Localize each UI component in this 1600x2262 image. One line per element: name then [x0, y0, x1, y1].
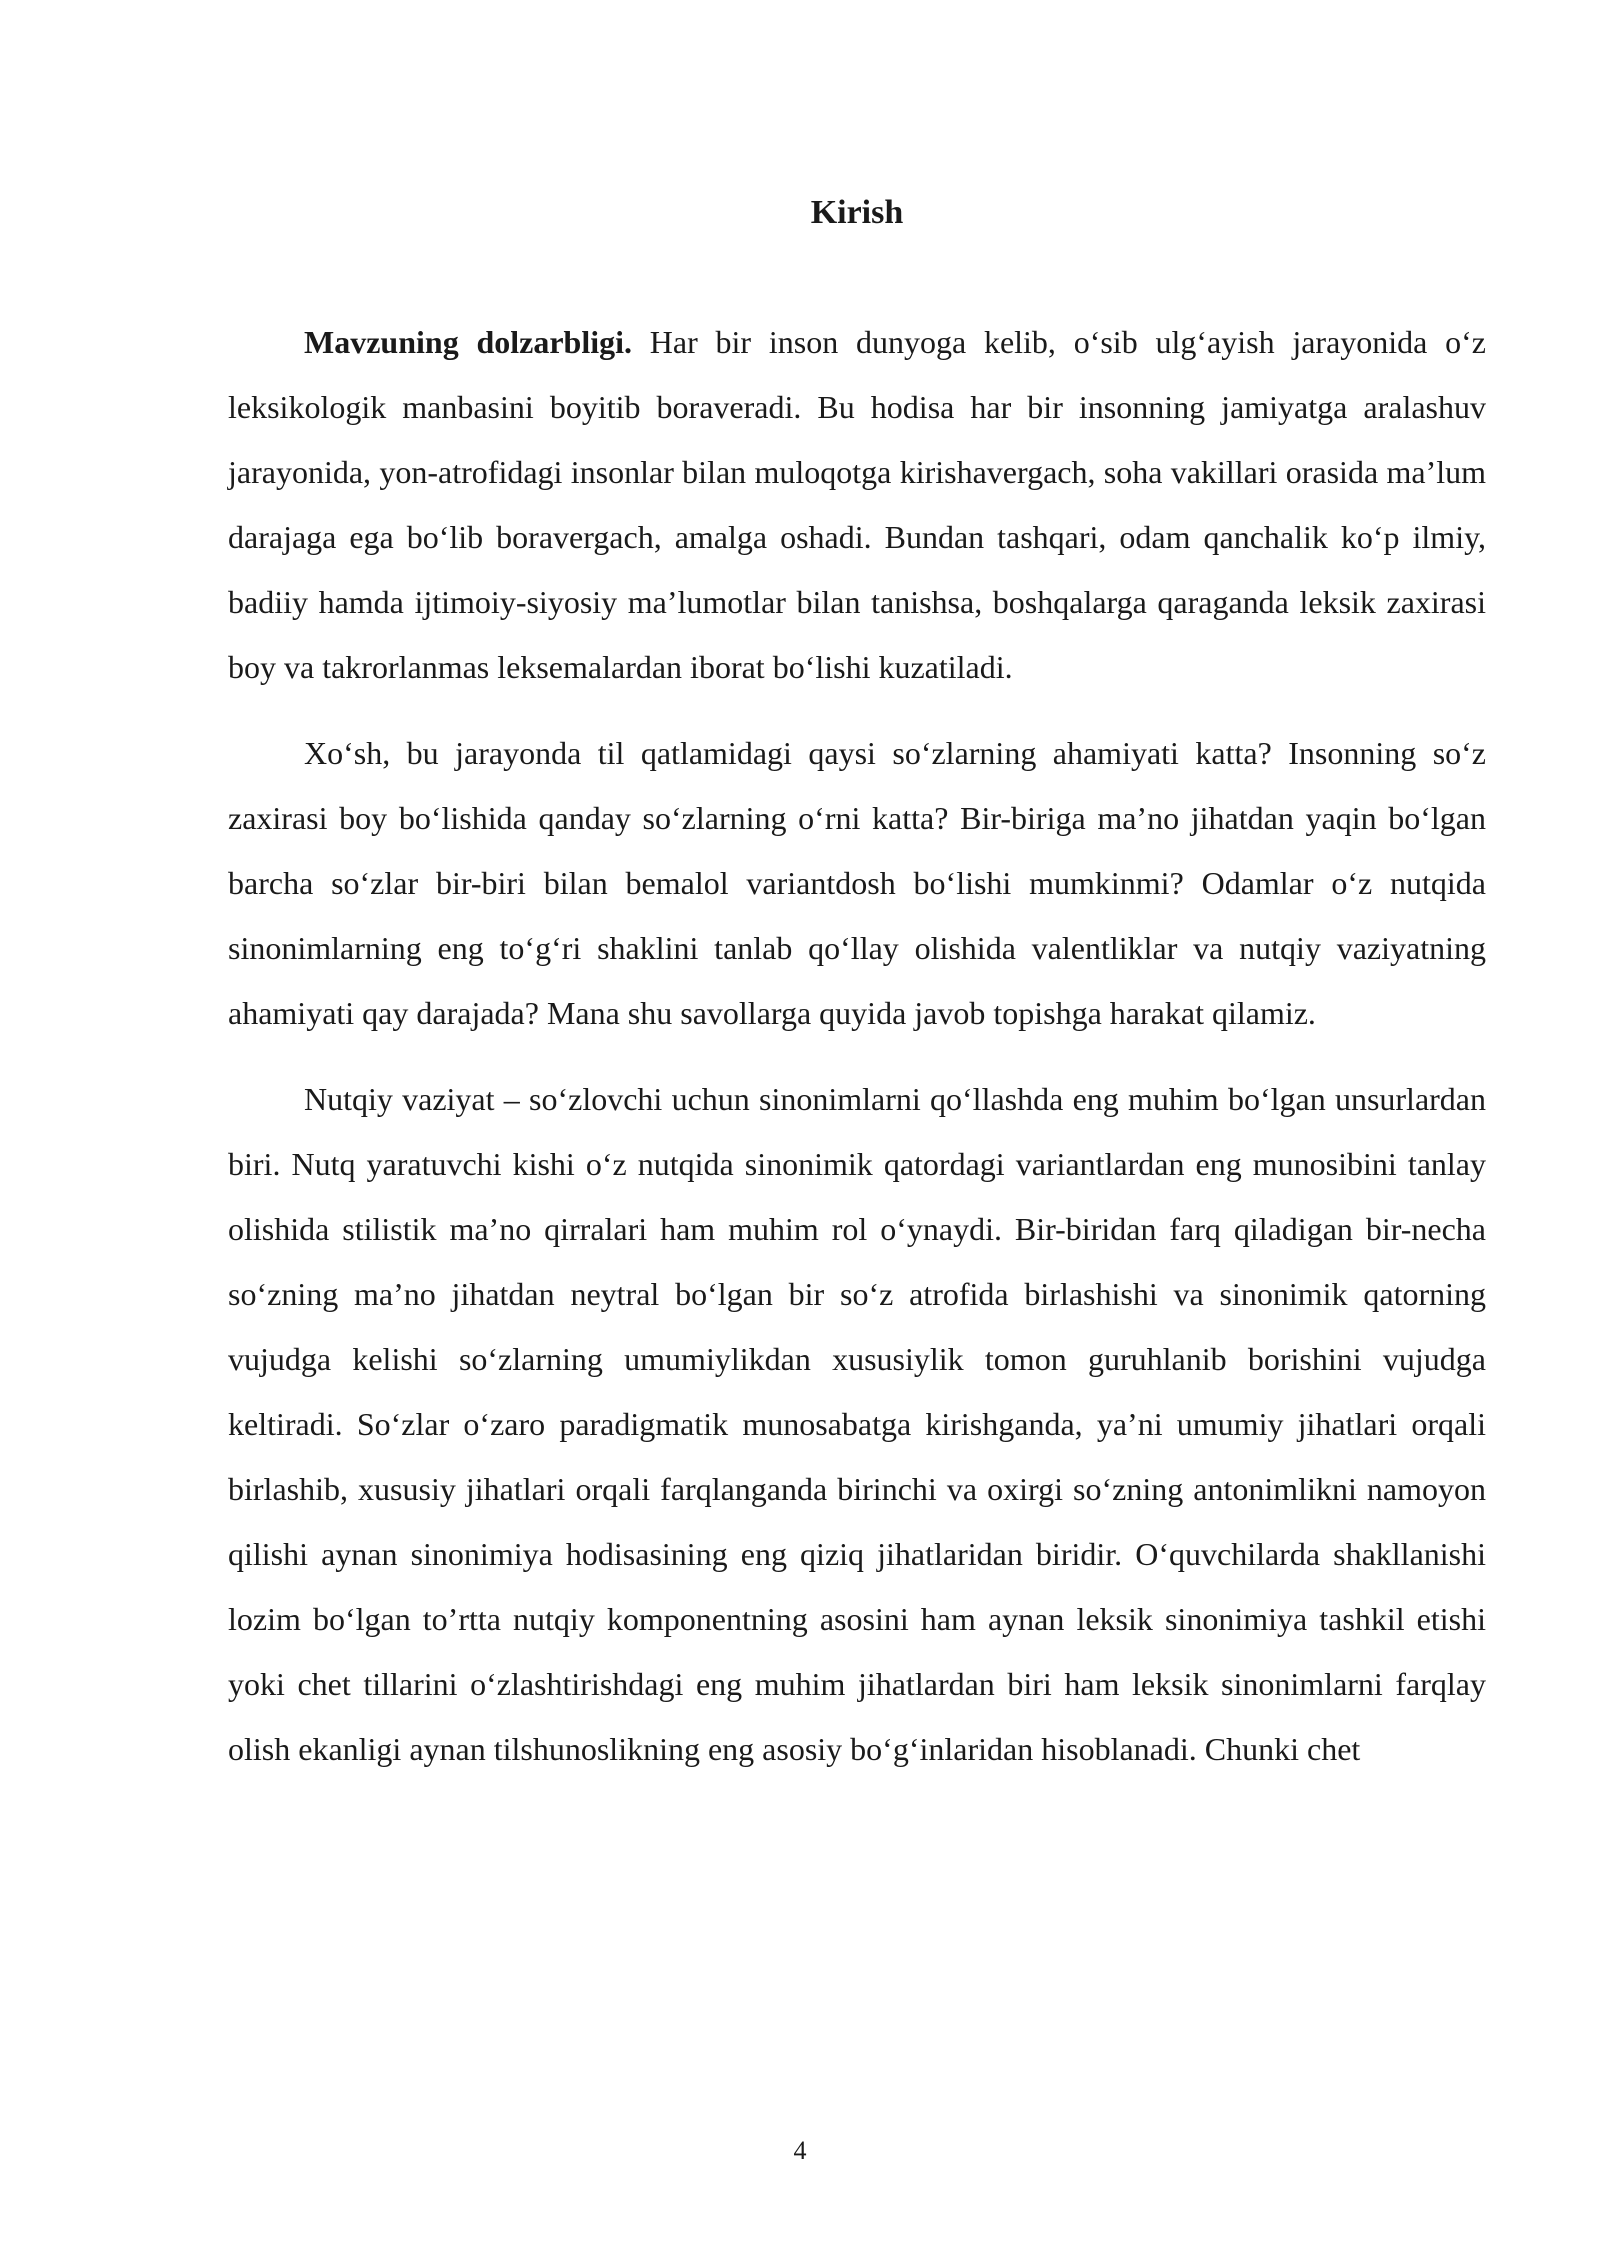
paragraph-lead-label: Mavzuning dolzarbligi. — [304, 324, 633, 360]
paragraph-speech-situation: Nutqiy vaziyat – so‘zlovchi uchun sinonimlarni qo‘llashda eng muhim bo‘lgan unsurlardan biri. Nutq yaratuvchi kishi o‘z nutqida sinonimik qatordagi variantlardan eng munosibini tanlay olishida stilistik ma’no qirralari ham muhim rol o‘ynaydi. Bir-biridan farq qiladigan bir-necha so‘zning ma’no jihatdan neytral bo‘lgan bir so‘z atrofida birlashishi va sinonimik qatorning vujudga kelishi so‘zlarning umumiylikdan xususiylik tomon guruhlanib borishini vujudga keltiradi. So‘zlar o‘zaro paradigmatik munosabatga kirishganda, ya’ni umumiy jihatlari orqali birlashib, xususiy jihatlari orqali farqlanganda birinchi va oxirgi so‘zning antonimlikni namoyon qilishi aynan sinonimiya hodisasining eng qiziq jihatlaridan biridir. O‘quvchilarda shakllanishi lozim bo‘lgan to’rtta nutqiy komponentning asosini ham aynan leksik sinonimiya tashkil etishi yoki chet tillarini o‘zlashtirishdagi eng muhim jihatlardan biri ham leksik sinonimlarni farqlay olish ekanligi aynan tilshunoslikning eng asosiy bo‘g‘inlaridan hisoblanadi. Chunki chet — [228, 1081, 1486, 1767]
paragraph-relevance — [228, 310, 1486, 700]
body-text — [228, 310, 1486, 1803]
section-heading: Kirish — [810, 194, 904, 231]
paragraph-questions: Xo‘sh, bu jarayonda til qatlamidagi qaysi so‘zlarning ahamiyati katta? Insonning so‘z zaxirasi boy bo‘lishida qanday so‘zlarning o‘rni katta? Bir-biriga ma’no jihatdan yaqin bo‘lgan barcha so‘zlar bir-biri bilan bemalol variantdosh bo‘lishi mumkinmi? Odamlar o‘z nutqida sinonimlarning eng to‘g‘ri shaklini tanlab qo‘llay olishida valentliklar va nutqiy vaziyatning ahamiyati qay darajada? Mana shu savollarga quyida javob topishga harakat qilamiz. — [228, 735, 1486, 1031]
paragraph-text: Har bir inson dunyoga kelib, o‘sib ulg‘ayish jarayonida o‘z leksikologik manbasini boyitib boraveradi. Bu hodisa har bir insonning jamiyatga aralashuv jarayonida, yon-atrofidagi insonlar bilan muloqotga kirishavergach, soha vakillari orasida ma’lum darajaga ega bo‘lib boravergach, amalga oshadi. Bundan tashqari, odam qanchalik ko‘p ilmiy, badiiy hamda ijtimoiy-siyosiy ma’lumotlar bilan tanishsa, boshqalarga qaraganda leksik zaxirasi boy va takrorlanmas leksemalardan iborat bo‘lishi kuzatiladi. — [228, 324, 1487, 685]
page-number: 4 — [793, 2136, 807, 2165]
